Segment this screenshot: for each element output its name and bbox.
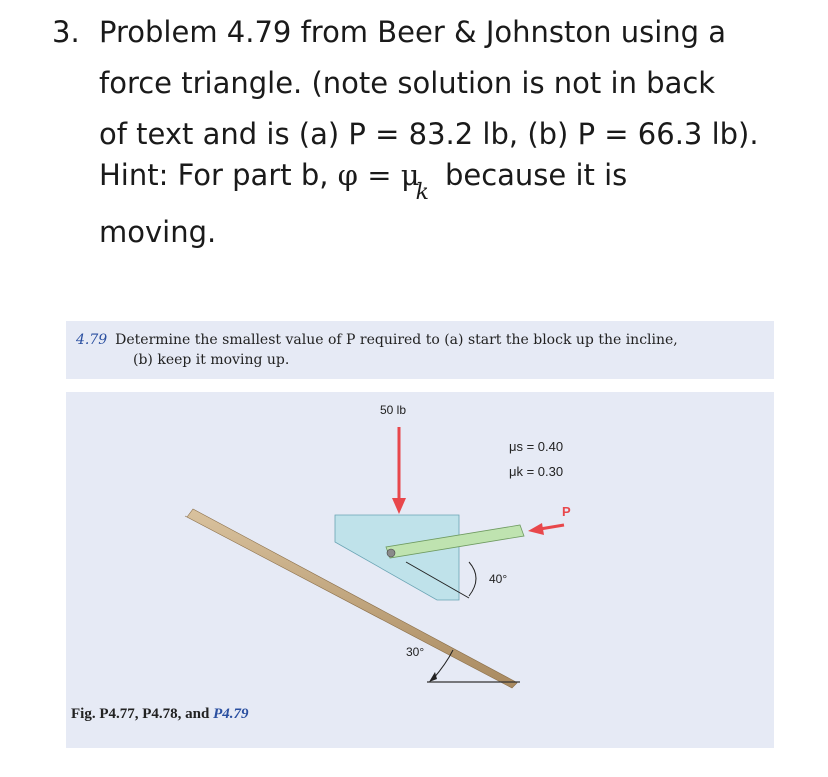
textbook-row-1-text: Determine the smallest value of P required to (a) start the block up the incline, [115, 332, 678, 348]
figure-panel [66, 392, 774, 748]
textbook-problem-text [66, 321, 774, 379]
weight-arrowhead [392, 498, 406, 514]
p-arrow-shaft [540, 525, 564, 529]
rod-pin [387, 549, 395, 557]
angle-30-label: 30° [406, 645, 425, 659]
p-arrowhead [528, 523, 544, 535]
incline-diagram [66, 392, 774, 748]
weight-label: 50 lb [380, 403, 407, 417]
mu-k-label: μk = 0.30 [509, 464, 564, 479]
problem-hint-line [99, 150, 627, 204]
subscript-k: k [415, 180, 429, 205]
hint-prefix: Hint: For part b, [99, 158, 338, 192]
problem-line-3: of text and is (a) P = 83.2 lb, (b) P = 66.3 lb). [99, 117, 759, 151]
angle-40-label: 40° [489, 572, 508, 586]
angle-30-arrowhead [429, 672, 437, 682]
angle-40-arc [469, 562, 476, 596]
textbook-problem-number: 4.79 [76, 332, 108, 348]
equals-symbol: = [357, 158, 401, 192]
problem-number: 3. [52, 15, 80, 49]
problem-line-5: moving. [99, 215, 217, 249]
caption-problem-link: P4.79 [213, 706, 249, 722]
textbook-row-2: (b) keep it moving up. [133, 352, 290, 368]
problem-line-2: force triangle. (note solution is not in back [99, 66, 716, 100]
hint-suffix: because it is [444, 158, 628, 192]
mu-symbol: μ [400, 158, 420, 192]
problem-line-1: Problem 4.79 from Beer & Johnston using a [99, 15, 727, 49]
figure-caption [71, 706, 249, 723]
textbook-row-1 [76, 330, 678, 351]
mu-s-label: μs = 0.40 [509, 439, 564, 454]
force-label-p: P [562, 504, 571, 519]
block [335, 515, 459, 600]
caption-prefix: Fig. P4.77, P4.78, and [71, 706, 214, 722]
phi-symbol: φ [337, 158, 358, 192]
